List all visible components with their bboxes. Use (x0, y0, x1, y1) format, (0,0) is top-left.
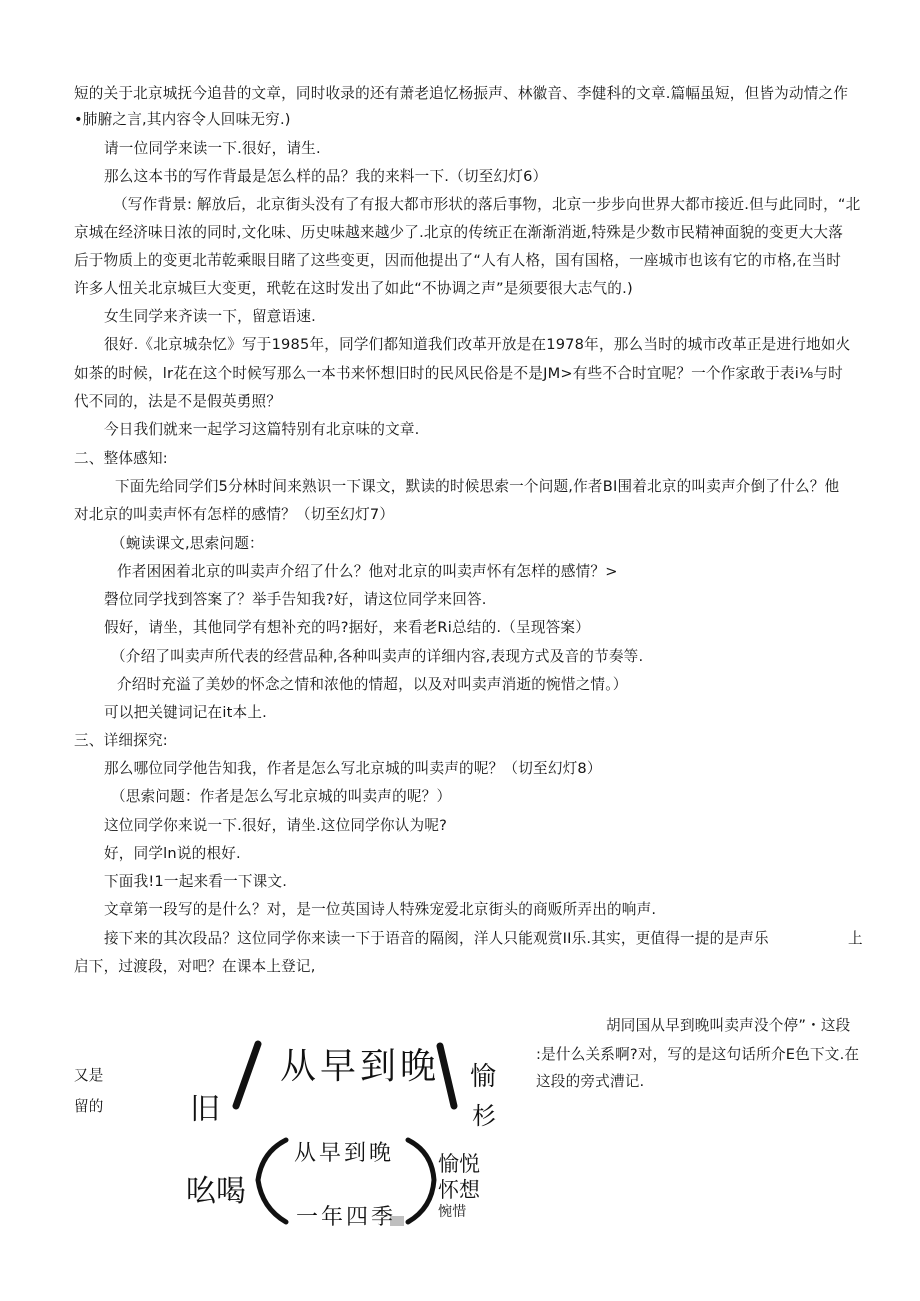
margin-text-1: 又是 (74, 1067, 104, 1084)
calligraphy-top-right: 愉 (470, 1062, 497, 1092)
text-line-1: 短的关于北京城抚今追昔的文章，同时收录的还有萧老追忆杨振声、林徽音、李健科的文章.篇幅虽短，但皆为动情之作 (74, 85, 849, 102)
text-line-2: •肺腑之言,其内容令人回味无穷.) (74, 111, 291, 128)
text-line-31: 接下来的其次段品？这位同学你来读一下于语音的隔阂，洋人只能观赏II乐.其实，更值得一提的是声乐 (104, 930, 769, 947)
text-line-20: 假好，请坐，其他同学有想补充的吗?据好，来看老Ri总结的.（呈现答案） (104, 619, 590, 636)
text-line-21: （介绍了叫卖声所代表的经营品种,各种叫卖声的详细内容,表现方式及音的节奏等. (111, 648, 644, 665)
text-line-5: （写作背景: 解放后，北京街头没有了有报大都市形状的落后事物，北京一步步向世界大都市接近.但与此同时，“北 (113, 196, 861, 213)
side-text-line-3: 这段的旁式漕记. (536, 1073, 645, 1090)
text-line-6: 京城在经济味日浓的同时,文化味、历史味越来越少了.北京的传统正在渐渐消逝,特殊是少数市民精神面貌的变更大大落 (74, 224, 844, 241)
calligraphy-figure-bottom (186, 1132, 496, 1228)
text-line-27: 这位同学你来说一下.很好，请坐.这位同学你认为呢? (104, 817, 448, 834)
calligraphy-right-3: 惋惜 (438, 1204, 467, 1220)
text-line-19: 磬位同学找到答案了？举手告知我?好，请这位同学来回答. (104, 591, 487, 608)
text-line-4: 那么这本书的写作背最是怎么样的品？我的来料一下.（切至幻灯6） (104, 168, 548, 185)
section-heading-2: 二、整体感知: (74, 450, 168, 467)
text-line-18: 作者困困着北京的叫卖声介绍了什么？他对北京的叫卖声怀有怎样的感情？> (117, 563, 618, 580)
text-line-10: 很好.《北京城杂忆》写于1985年，同学们都知道我们改革开放是在1978年，那么当时的城市改革正是进行地如火 (104, 336, 851, 353)
calligraphy-right-2: 怀想 (438, 1178, 480, 1202)
text-line-29: 下面我!1一起来看一下课文. (104, 873, 288, 890)
text-line-16: 对北京的叫卖声怀有怎样的感情？（切至幻灯7） (74, 506, 395, 523)
text-line-3: 请一位同学来读一下.很好，请生. (104, 140, 321, 157)
margin-text-2: 留的 (74, 1098, 104, 1115)
text-line-28: 好，同学ln说的根好. (104, 845, 241, 862)
calligraphy-label: 吆喝 (186, 1174, 246, 1209)
calligraphy-bottom-branch: 一年四季 (296, 1205, 397, 1230)
text-line-13: 今日我们就来一起学习这篇特别有北京味的文章. (104, 421, 420, 438)
text-line-32: 启下，过渡段，对吧？在课本上登记, (74, 958, 316, 975)
text-line-8: 许多人忸关北京城巨大变更，玳乾在这时发出了如此“不协调之声”是须要很大志气的.) (74, 280, 633, 297)
text-line-11: 如茶的时候，lr花在这个时候写那么一本书来怀想旧时的民风民俗是不是JM>有些不合时宜呢？一个作家敢于表i⅛与时 (74, 365, 843, 382)
text-line-12: 代不同的，法是不是假英勇照？ (74, 393, 282, 410)
calligraphy-right-1: 愉悦 (438, 1152, 480, 1176)
side-text-line-1: 胡同国从早到晚叫卖声没个停”・这段 (606, 1017, 851, 1034)
calligraphy-top-branch: 从早到晚 (294, 1141, 395, 1166)
text-line-15: 下面先给同学们5分林时间来熟识一下课文，默读的时候思索一个问题,作者BI围着北京的叫卖声介倒了什么？他 (115, 478, 840, 495)
text-line-30: 文章第一段写的是什么？对，是一位英国诗人特殊宠爱北京街头的商贩所弄出的响声. (104, 901, 657, 918)
section-heading-3: 三、详细探究: (74, 732, 168, 749)
text-line-9: 女生同学来齐读一下，留意语速. (104, 308, 316, 325)
text-line-23: 可以把关键词记在it本上. (104, 704, 267, 721)
text-line-26: （思索问题：作者是怎么写北京城的叫卖声的呢？） (111, 788, 452, 805)
calligraphy-top-middle: 从早到晚 (280, 1046, 441, 1087)
text-line-7: 后于物质上的变更北芾乾乘眼目睹了这些变更，因而他提出了“人有人格，国有国格，一座城市也该有它的市格,在当时 (74, 252, 842, 269)
text-line-17: （蜿读课文,思索问题： (111, 535, 264, 552)
side-text-line-2: :是什么关系啊?对，写的是这句话所介E色下文.在 (536, 1046, 860, 1063)
calligraphy-top-left: 旧 (190, 1092, 220, 1127)
calligraphy-figure-top (188, 1036, 500, 1130)
calligraphy-top-right-sub: 杉 (472, 1102, 496, 1130)
text-line-31-end: 上 (848, 930, 863, 947)
text-line-25: 那么哪位同学他告知我，作者是怎么写北京城的叫卖声的呢？（切至幻灯8） (104, 760, 602, 777)
text-line-22: 介绍时充溢了美妙的怀念之情和浓他的情超，以及对叫卖声消逝的惋惜之情。） (117, 676, 628, 693)
